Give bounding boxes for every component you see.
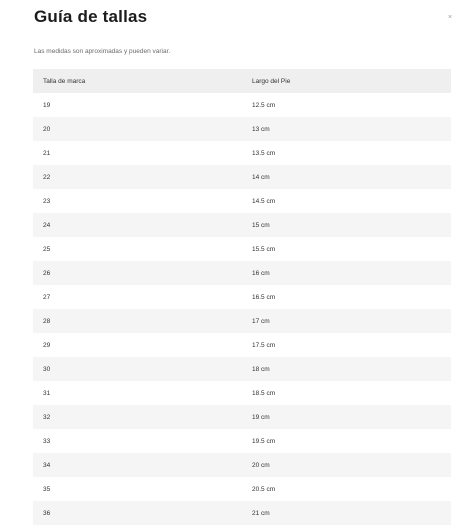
brand-size-cell: 25 bbox=[43, 245, 51, 253]
table-row bbox=[33, 141, 451, 165]
brand-size-cell: 22 bbox=[43, 173, 51, 181]
foot-length-cell: 18.5 cm bbox=[252, 389, 276, 397]
table-row bbox=[33, 117, 451, 141]
foot-length-cell: 14.5 cm bbox=[252, 197, 276, 205]
table-row bbox=[33, 189, 451, 213]
brand-size-cell: 26 bbox=[43, 269, 51, 277]
table-row bbox=[33, 501, 451, 525]
brand-size-cell: 23 bbox=[43, 197, 51, 205]
foot-length-cell: 21 cm bbox=[252, 509, 270, 517]
brand-size-cell: 30 bbox=[43, 365, 51, 373]
table-row bbox=[33, 477, 451, 501]
foot-length-cell: 17 cm bbox=[252, 317, 270, 325]
brand-size-cell: 21 bbox=[43, 149, 51, 157]
foot-length-cell: 14 cm bbox=[252, 173, 270, 181]
table-row bbox=[33, 93, 451, 117]
table-row bbox=[33, 357, 451, 381]
foot-length-cell: 20.5 cm bbox=[252, 485, 276, 493]
foot-length-cell: 20 cm bbox=[252, 461, 270, 469]
brand-size-cell: 35 bbox=[43, 485, 51, 493]
foot-length-cell: 13.5 cm bbox=[252, 149, 276, 157]
table-row bbox=[33, 285, 451, 309]
close-icon[interactable]: × bbox=[447, 14, 453, 21]
foot-length-cell: 12.5 cm bbox=[252, 101, 276, 109]
foot-length-cell: 18 cm bbox=[252, 365, 270, 373]
brand-size-cell: 36 bbox=[43, 509, 51, 517]
brand-size-cell: 31 bbox=[43, 389, 51, 397]
brand-size-cell: 28 bbox=[43, 317, 51, 325]
brand-size-cell: 27 bbox=[43, 293, 51, 301]
brand-size-cell: 29 bbox=[43, 341, 51, 349]
table-row bbox=[33, 453, 451, 477]
disclaimer-text: Las medidas son aproximadas y pueden variar. bbox=[34, 48, 171, 55]
table-row bbox=[33, 309, 451, 333]
foot-length-cell: 15 cm bbox=[252, 221, 270, 229]
brand-size-cell: 34 bbox=[43, 461, 51, 469]
table-row bbox=[33, 237, 451, 261]
table-header bbox=[33, 69, 451, 93]
table-row bbox=[33, 165, 451, 189]
header-foot-length: Largo del Pie bbox=[252, 77, 291, 85]
foot-length-cell: 17.5 cm bbox=[252, 341, 276, 349]
foot-length-cell: 13 cm bbox=[252, 125, 270, 133]
table-row bbox=[33, 333, 451, 357]
brand-size-cell: 20 bbox=[43, 125, 51, 133]
brand-size-cell: 33 bbox=[43, 437, 51, 445]
brand-size-cell: 24 bbox=[43, 221, 51, 229]
foot-length-cell: 15.5 cm bbox=[252, 245, 276, 253]
brand-size-cell: 19 bbox=[43, 101, 51, 109]
table-row bbox=[33, 405, 451, 429]
table-row bbox=[33, 213, 451, 237]
size-table bbox=[33, 69, 451, 525]
table-row bbox=[33, 261, 451, 285]
table-row bbox=[33, 381, 451, 405]
brand-size-cell: 32 bbox=[43, 413, 51, 421]
header-brand-size: Talla de marca bbox=[43, 77, 86, 85]
foot-length-cell: 16.5 cm bbox=[252, 293, 276, 301]
page-title: Guía de tallas bbox=[34, 7, 148, 26]
foot-length-cell: 16 cm bbox=[252, 269, 270, 277]
foot-length-cell: 19.5 cm bbox=[252, 437, 276, 445]
foot-length-cell: 19 cm bbox=[252, 413, 270, 421]
table-row bbox=[33, 429, 451, 453]
